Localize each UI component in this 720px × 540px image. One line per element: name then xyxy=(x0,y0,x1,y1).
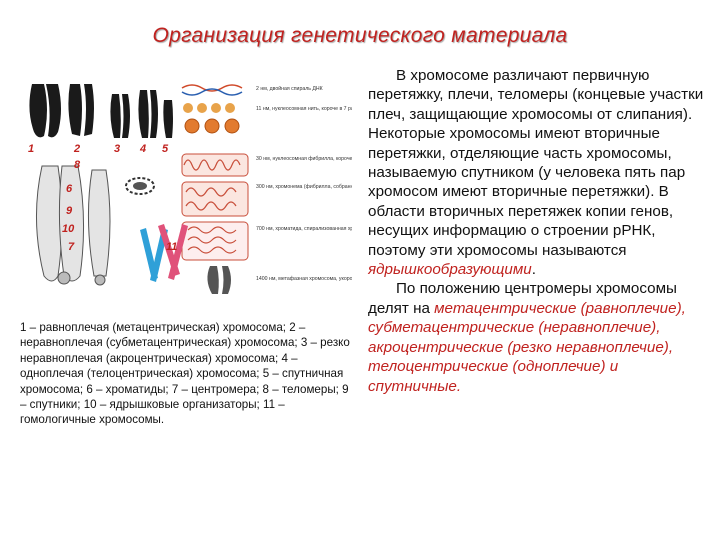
label-chromatid: 700 нм, хроматида, спирализованная хр xyxy=(256,226,352,232)
nucleolus-organizing-term: ядрышкообразующими xyxy=(368,261,532,279)
fig-number-3: 3 xyxy=(114,143,121,155)
fig-number-1: 1 xyxy=(28,143,35,155)
label-nucleosome: 11 нм, нуклеосомная нить, короче в 7 раз xyxy=(256,106,352,112)
submetacentric-chromosome xyxy=(68,84,94,136)
slide-title: Организация генетического материала xyxy=(152,24,568,47)
paragraph-2 xyxy=(368,279,704,395)
main-text xyxy=(368,66,704,396)
fig-number-4: 4 xyxy=(140,143,147,155)
figure-caption: 1 – равноплечая (метацентрическая) хромосома; 2 – неравноплечая (субметацентрическая) хромосома; 3 – резко неравноплечая (акроцентрическая) хромосома; 4 – одноплечая (телоцентрическая) хромосома; 5 – спутничная хромосома; 6 – хроматиды; 7 – центромера; 8 – теломеры; 9 – спутники; 10 – ядрышковые организаторы; 11 – гомологичные хромосомы. xyxy=(20,321,350,427)
dna-packing-panel xyxy=(182,85,248,294)
label-dna: 2 нм, двойная спираль ДНК xyxy=(256,86,323,92)
label-metaphase: 1400 нм, метафазная хромосома, укоро xyxy=(256,276,352,282)
acrocentric-chromosome xyxy=(110,94,130,138)
fig-number-6: 6 xyxy=(66,183,73,195)
fig-number-10: 10 xyxy=(62,223,75,235)
chromosome-bundle xyxy=(126,178,154,194)
chromosome-illustration xyxy=(22,80,352,302)
fig-number-5: 5 xyxy=(162,143,169,155)
satellite-chromosome xyxy=(163,100,173,138)
paragraph-2-text: По положению центромеры хромосомы делят на xyxy=(368,280,677,317)
homologous-chromosomes xyxy=(140,224,188,282)
label-fibril: 30 нм, нуклеосомная фибрилла, короче xyxy=(256,156,352,162)
telocentric-chromosome xyxy=(138,90,158,138)
fig-number-8: 8 xyxy=(74,159,81,171)
metacentric-chromosome xyxy=(29,84,61,137)
fig-number-9: 9 xyxy=(66,205,73,217)
label-chromonema: 300 нм, хромонема (фибрилла, собран xyxy=(256,184,351,190)
fig-number-7: 7 xyxy=(68,241,75,253)
fig-number-11: 11 xyxy=(166,241,178,253)
paragraph-1-text: В хромосоме различают первичную перетяжку, плечи, теломеры (концевые участки плеч, защищающие хромосомы от слипания). Некоторые хромосомы имеют вторичные перетяжки, отделяющие часть хромосомы, называемую спутником (у человека пять пар хромосом имеют вторичные перетяжки). В области вторичных перетяжек копии генов, несущих информацию о строении рРНК, поэтому эти хромосомы называются xyxy=(368,67,704,259)
paragraph-1 xyxy=(368,66,704,279)
chromosome-figure xyxy=(22,80,352,302)
fig-number-2: 2 xyxy=(74,143,81,155)
dna-packing-labels xyxy=(256,85,352,282)
chromosome-types-row xyxy=(29,84,173,138)
chromosome-types-terms: метацентрические (равноплечие), субметацентрические (неравноплечие), акроцентрические (резко неравноплечие), телоцентрические (одноплечие) и спутничные. xyxy=(368,299,686,395)
paragraph-1-end: . xyxy=(531,261,536,279)
